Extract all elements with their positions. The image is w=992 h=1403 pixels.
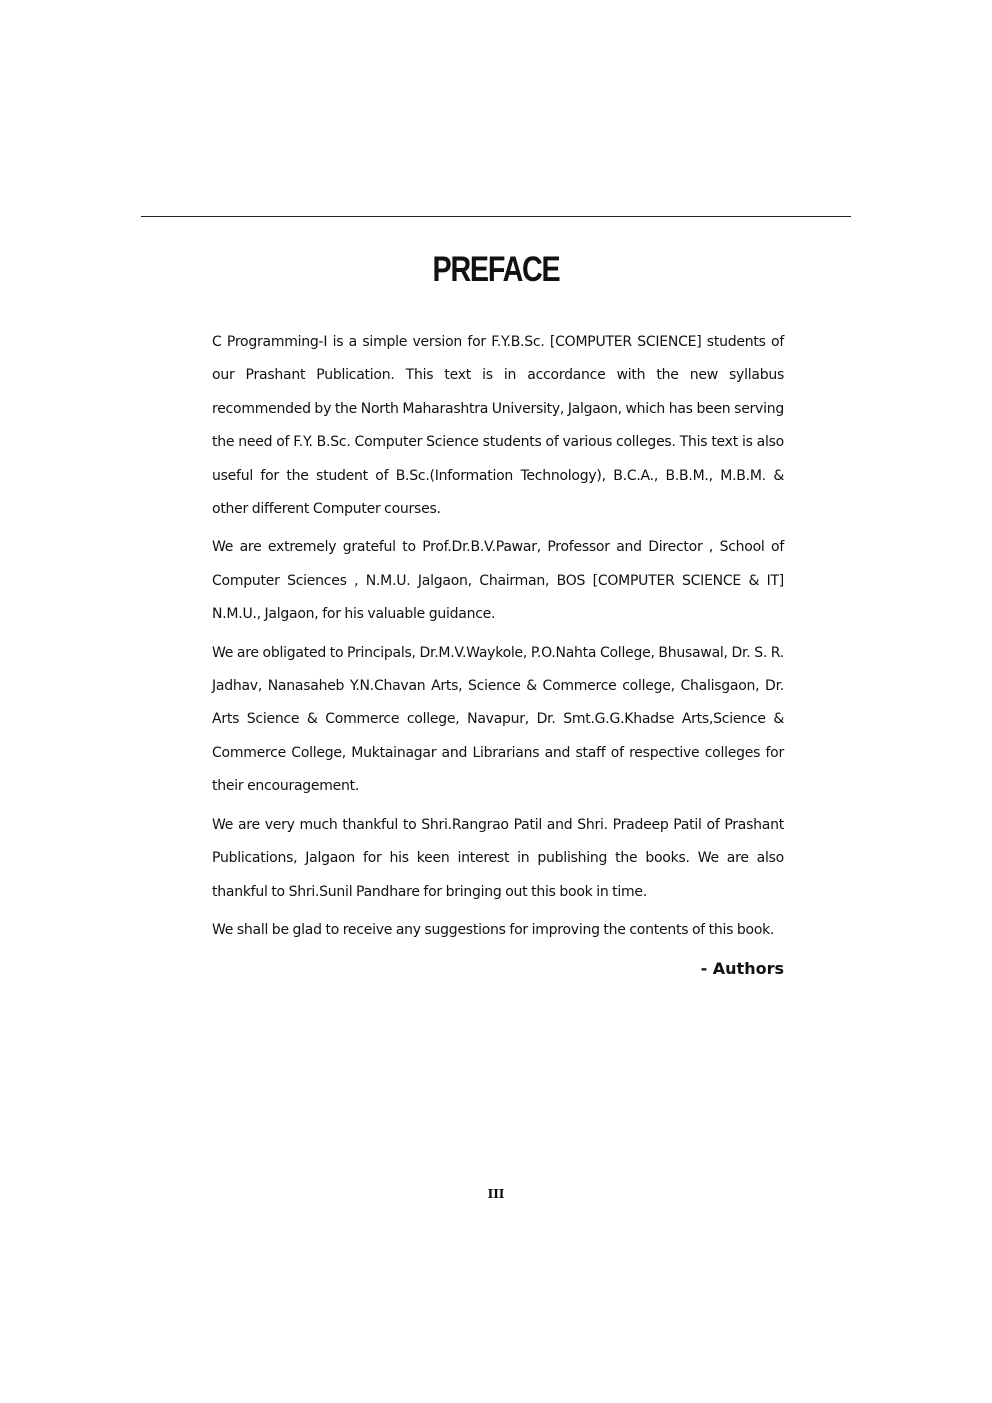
preface-body bbox=[212, 326, 784, 985]
paragraph-intro: C Programming-I is a simple version for F.Y.B.Sc. [COMPUTER SCIENCE] students of our Prashant Publication. This text is in accordance with the new syllabus recommended by the North Maharashtra University, Jalgaon, which has been serving the need of F.Y. B.Sc. Computer Science students of various colleges. This text is also useful for the student of B.Sc.(Information Technology), B.C.A., B.B.M., M.B.M. & other different Computer courses. bbox=[212, 334, 784, 518]
paragraph-publishers: We are very much thankful to Shri.Rangrao Patil and Shri. Pradeep Patil of Prashant Publications, Jalgaon for his keen interest in publishing the books. We are also thankful to Shri.Sunil Pandhare for bringing out this book in time. bbox=[212, 816, 784, 900]
authors-signature: - Authors bbox=[700, 959, 784, 979]
header-rule bbox=[141, 216, 851, 217]
page-title: PREFACE bbox=[432, 250, 560, 289]
paragraph-gratitude: We are extremely grateful to Prof.Dr.B.V.Pawar, Professor and Director , School of Computer Sciences , N.M.U. Jalgaon, Chairman, BOS [COMPUTER SCIENCE & IT] N.M.U., Jalgaon, for his valuable guidance. bbox=[212, 539, 784, 623]
paragraph-suggestions: We shall be glad to receive any suggestions for improving the contents of this book. bbox=[212, 921, 775, 938]
page-number: III bbox=[487, 1187, 505, 1201]
paragraph-principals: We are obligated to Principals, Dr.M.V.Waykole, P.O.Nahta College, Bhusawal, Dr. S. R. Jadhav, Nanasaheb Y.N.Chavan Arts, Science & Commerce college, Chalisgaon, Dr. Arts Science & Commerce college, Navapur, Dr. Smt.G.G.Khadse Arts,Science & Commerce College, Muktainagar and Librarians and staff of respective colleges for their encouragement. bbox=[212, 644, 784, 795]
